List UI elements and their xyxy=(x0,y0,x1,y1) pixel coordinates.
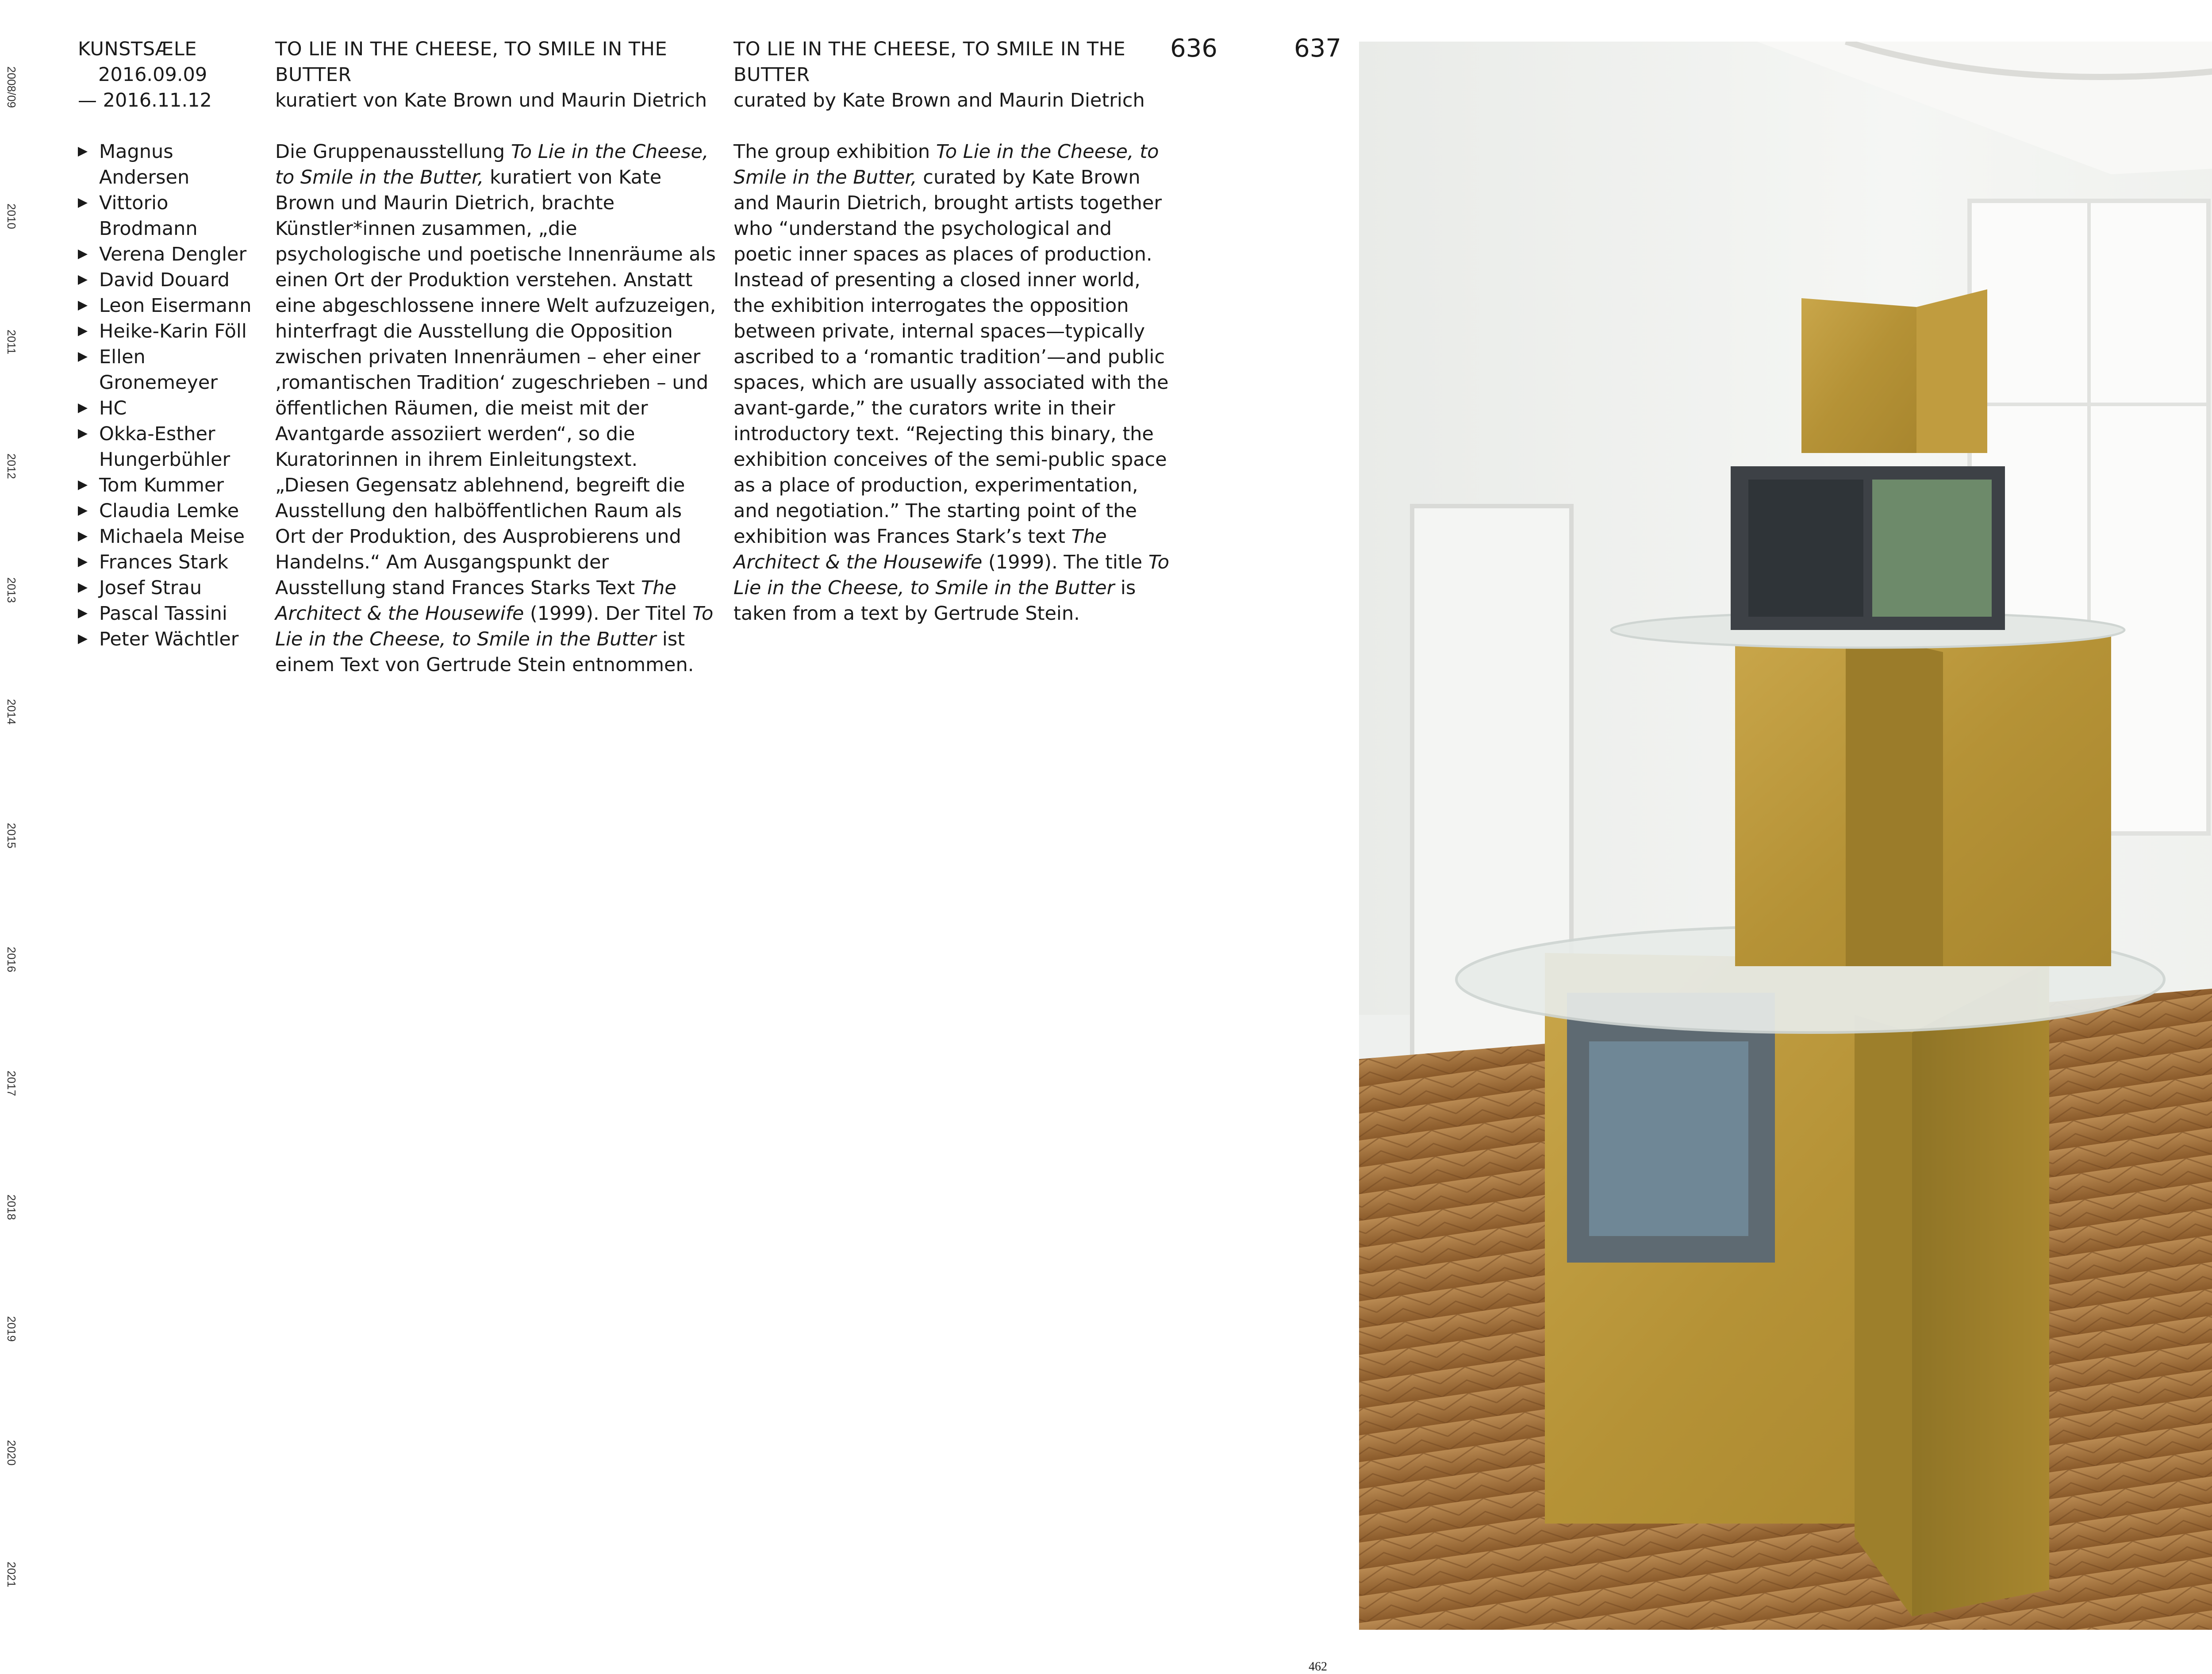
year-tab[interactable]: 2021 xyxy=(5,1562,18,1587)
body-text-de: Die Gruppenausstellung To Lie in the Cheese, to Smile in the Butter, kuratiert von Kate Brown und Maurin Dietrich, brachte Künstler*innen zusammen, „die psychologische und poetische Innenräume als einen Ort der Produktion verstehen. Anstatt eine abgeschlossene innere Welt aufzuzeigen, hinterfragt die Ausstellung die Opposition zwischen privaten Innenräumen – eher einer ‚romantischen Tradition‘ zugeschrieben – und öffentlichen Räumen, die meist mit der Avantgarde assoziiert werden“, so die Kuratorinnen in ihrem Einleitungstext. „Diesen Gegensatz ablehnend, begreift die Ausstellung den halböffentlichen Raum als Ort der Produktion, des Ausprobierens und Handelns.“ Am Ausgangspunkt der Ausstellung stand Frances Starks Text The Architect & the Housewife (1999). Der Titel To Lie in the Cheese, to Smile in the Butter ist einem Text von Gertrude Stein entnommen. xyxy=(275,141,716,676)
year-tab[interactable]: 2013 xyxy=(5,577,18,603)
artist-item: Pascal Tassini xyxy=(78,601,264,626)
year-tab[interactable]: 2010 xyxy=(5,203,18,229)
year-tab[interactable]: 2020 xyxy=(5,1440,18,1466)
year-index-left xyxy=(0,0,31,1672)
page-number-right: 637 xyxy=(1294,34,1341,63)
body-text-en: The group exhibition To Lie in the Cheese, to Smile in the Butter, curated by Kate Brown and Maurin Dietrich, brought artists together who “understand the psychological and poetic inner spaces as places of production. Instead of presenting a closed inner world, the exhibition interrogates the opposition between private, internal spaces—typically ascribed to a ‘romantic tradition’—and public spaces, which are usually associated with the avant-garde,” the curators write in their introductory text. “Rejecting this binary, the exhibition conceives of the semi-public space as a place of production, experimentation, and negotiation.” The starting point of the exhibition was Frances Stark’s text The Architect & the Housewife (1999). The title To Lie in the Cheese, to Smile in the Butter is taken from a text by Gertrude Stein. xyxy=(733,141,1169,625)
year-tab[interactable]: 2016 xyxy=(5,947,18,972)
artist-item: Josef Strau xyxy=(78,575,264,601)
artist-item: Peter Wächtler xyxy=(78,626,264,652)
artist-item: David Douard xyxy=(78,267,264,293)
artist-item: Heike-Karin Föll xyxy=(78,319,264,344)
venue-name: KUNSTSÆLE xyxy=(78,38,197,60)
year-tab[interactable]: 2008/09 xyxy=(5,66,18,108)
venue-column xyxy=(78,36,264,652)
curator-line-en: curated by Kate Brown and Maurin Dietrich xyxy=(733,89,1145,111)
artist-item: Magnus Andersen xyxy=(78,139,264,190)
artist-item: Frances Stark xyxy=(78,549,264,575)
folio: 462 xyxy=(1309,1660,1327,1674)
date-end: — 2016.11.12 xyxy=(78,89,212,111)
german-column xyxy=(275,36,718,678)
artist-item: Leon Eisermann xyxy=(78,293,264,319)
artist-item: Okka-Esther Hungerbühler xyxy=(78,421,264,472)
exhibition-title-en: TO LIE IN THE CHEESE, TO SMILE IN THE BUTTER xyxy=(733,38,1126,86)
year-tab[interactable]: 2014 xyxy=(5,699,18,725)
page-number-left: 636 xyxy=(1170,34,1217,63)
installation-view-image xyxy=(1359,42,2212,1630)
year-tab[interactable]: 2018 xyxy=(5,1194,18,1220)
artist-item: Michaela Meise xyxy=(78,524,264,549)
year-tab[interactable]: 2017 xyxy=(5,1071,18,1096)
artist-item: Vittorio Brodmann xyxy=(78,190,264,242)
year-tab[interactable]: 2011 xyxy=(5,330,18,354)
artist-item: Claudia Lemke xyxy=(78,498,264,524)
artist-item: HC xyxy=(78,395,264,421)
artist-list xyxy=(78,139,264,652)
artist-item: Verena Dengler xyxy=(78,242,264,267)
english-column xyxy=(733,36,1176,626)
date-start: 2016.09.09 xyxy=(98,64,207,86)
year-tab[interactable]: 2012 xyxy=(5,453,18,479)
artist-item: Tom Kummer xyxy=(78,472,264,498)
year-tab[interactable]: 2019 xyxy=(5,1316,18,1342)
exhibition-title-de: TO LIE IN THE CHEESE, TO SMILE IN THE BUTTER xyxy=(275,38,668,86)
curator-line-de: kuratiert von Kate Brown und Maurin Dietrich xyxy=(275,89,707,111)
exhibition-photo xyxy=(1359,42,2212,1630)
artist-item: Ellen Gronemeyer xyxy=(78,344,264,395)
year-tab[interactable]: 2015 xyxy=(5,823,18,849)
